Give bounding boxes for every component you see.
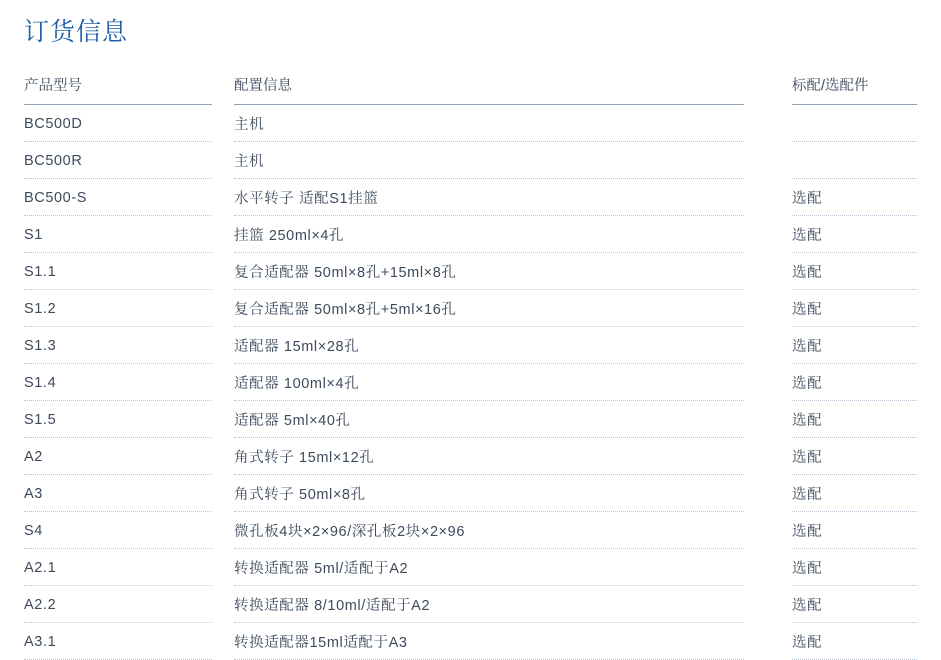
cell-model: A2.1 xyxy=(24,549,212,586)
cell-spacer xyxy=(212,364,234,401)
column-header-model: 产品型号 xyxy=(24,70,212,105)
column-spacer xyxy=(744,70,792,105)
cell-spacer xyxy=(744,549,792,586)
order-information-page xyxy=(0,12,941,651)
cell-spacer xyxy=(212,142,234,179)
table-row xyxy=(24,549,917,586)
cell-model: S1.2 xyxy=(24,290,212,327)
cell-config: 挂篮 250ml×4孔 xyxy=(234,216,744,253)
cell-spacer xyxy=(744,290,792,327)
cell-standard: 选配 xyxy=(792,512,917,549)
cell-config: 适配器 5ml×40孔 xyxy=(234,401,744,438)
cell-model: BC500D xyxy=(24,105,212,142)
table-header-row xyxy=(24,70,917,105)
table-row xyxy=(24,475,917,512)
cell-config: 转换适配器15ml适配于A3 xyxy=(234,623,744,660)
cell-model: BC500R xyxy=(24,142,212,179)
cell-model: A3 xyxy=(24,475,212,512)
order-information-table xyxy=(24,70,917,660)
cell-spacer xyxy=(744,512,792,549)
cell-spacer xyxy=(212,549,234,586)
cell-model: S1.5 xyxy=(24,401,212,438)
cell-spacer xyxy=(212,401,234,438)
cell-spacer xyxy=(744,475,792,512)
cell-config: 转换适配器 8/10ml/适配于A2 xyxy=(234,586,744,623)
cell-spacer xyxy=(212,438,234,475)
cell-spacer xyxy=(744,253,792,290)
page-title: 订货信息 xyxy=(24,18,129,46)
table-row xyxy=(24,364,917,401)
cell-config: 角式转子 15ml×12孔 xyxy=(234,438,744,475)
cell-standard: 选配 xyxy=(792,586,917,623)
cell-config: 复合适配器 50ml×8孔+15ml×8孔 xyxy=(234,253,744,290)
cell-standard xyxy=(792,142,917,179)
column-header-standard: 标配/选配件 xyxy=(792,70,917,105)
table-row xyxy=(24,105,917,142)
table-body xyxy=(24,105,917,660)
cell-config: 微孔板4块×2×96/深孔板2块×2×96 xyxy=(234,512,744,549)
cell-standard xyxy=(792,105,917,142)
cell-spacer xyxy=(744,105,792,142)
cell-standard: 选配 xyxy=(792,216,917,253)
cell-model: BC500-S xyxy=(24,179,212,216)
cell-standard: 选配 xyxy=(792,549,917,586)
cell-standard: 选配 xyxy=(792,327,917,364)
cell-standard: 选配 xyxy=(792,623,917,660)
cell-spacer xyxy=(212,290,234,327)
cell-spacer xyxy=(744,364,792,401)
cell-spacer xyxy=(212,179,234,216)
table-row xyxy=(24,216,917,253)
cell-model: S1.1 xyxy=(24,253,212,290)
cell-config: 水平转子 适配S1挂篮 xyxy=(234,179,744,216)
cell-spacer xyxy=(744,586,792,623)
cell-spacer xyxy=(744,327,792,364)
table-row xyxy=(24,401,917,438)
table-row xyxy=(24,290,917,327)
cell-config: 角式转子 50ml×8孔 xyxy=(234,475,744,512)
cell-standard: 选配 xyxy=(792,290,917,327)
cell-spacer xyxy=(212,475,234,512)
table-row xyxy=(24,586,917,623)
table-row xyxy=(24,253,917,290)
cell-model: S1.4 xyxy=(24,364,212,401)
table-row xyxy=(24,327,917,364)
cell-spacer xyxy=(212,105,234,142)
cell-spacer xyxy=(744,401,792,438)
cell-model: S1.3 xyxy=(24,327,212,364)
table-row xyxy=(24,179,917,216)
table-header xyxy=(24,70,917,105)
cell-standard: 选配 xyxy=(792,475,917,512)
cell-model: A3.1 xyxy=(24,623,212,660)
cell-spacer xyxy=(212,216,234,253)
cell-standard: 选配 xyxy=(792,438,917,475)
cell-config: 复合适配器 50ml×8孔+5ml×16孔 xyxy=(234,290,744,327)
table-row xyxy=(24,512,917,549)
cell-model: S1 xyxy=(24,216,212,253)
cell-model: A2 xyxy=(24,438,212,475)
table-row xyxy=(24,438,917,475)
cell-config: 转换适配器 5ml/适配于A2 xyxy=(234,549,744,586)
table-row xyxy=(24,623,917,660)
column-spacer xyxy=(212,70,234,105)
cell-spacer xyxy=(212,586,234,623)
cell-standard: 选配 xyxy=(792,364,917,401)
cell-model: S4 xyxy=(24,512,212,549)
cell-spacer xyxy=(212,253,234,290)
cell-spacer xyxy=(212,327,234,364)
cell-spacer xyxy=(744,216,792,253)
cell-config: 适配器 100ml×4孔 xyxy=(234,364,744,401)
cell-standard: 选配 xyxy=(792,179,917,216)
cell-config: 主机 xyxy=(234,105,744,142)
table-row xyxy=(24,142,917,179)
cell-spacer xyxy=(212,623,234,660)
cell-spacer xyxy=(744,179,792,216)
cell-model: A2.2 xyxy=(24,586,212,623)
cell-config: 主机 xyxy=(234,142,744,179)
cell-spacer xyxy=(744,438,792,475)
cell-spacer xyxy=(744,623,792,660)
cell-standard: 选配 xyxy=(792,401,917,438)
cell-spacer xyxy=(212,512,234,549)
cell-config: 适配器 15ml×28孔 xyxy=(234,327,744,364)
column-header-config: 配置信息 xyxy=(234,70,744,105)
cell-spacer xyxy=(744,142,792,179)
cell-standard: 选配 xyxy=(792,253,917,290)
